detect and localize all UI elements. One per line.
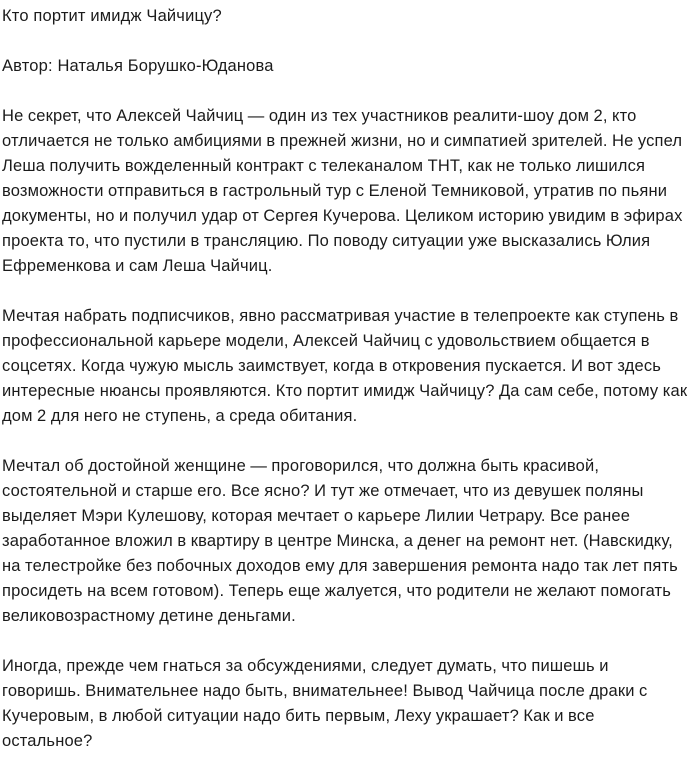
article-body — [2, 104, 689, 754]
article-paragraph: Не секрет, что Алексей Чайчиц — один из тех участников реалити-шоу дом 2, кто отличается не только амбициями в прежней жизни, но и симпатией зрителей. Не успел Леша получить вожделенный контракт с телеканалом ТНТ, как не только лишился возможности отправиться в гастрольный тур с Еленой Темниковой, утратив по пьяни документы, но и получил удар от Сергея Кучерова. Целиком историю увидим в эфирах проекта то, что пустили в трансляцию. По поводу ситуации уже высказались Юлия Ефременкова и сам Леша Чайчиц. — [2, 107, 683, 275]
article-paragraph: Мечтал об достойной женщине — проговорился, что должна быть красивой, состоятельной и старше его. Все ясно? И тут же отмечает, что из девушек поляны выделяет Мэри Кулешову, которая мечтает о карьере Лилии Четрару. Все ранее заработанное вложил в квартиру в центре Минска, а денег на ремонт нет. (Навскидку, на телестройке без побочных доходов ему для завершения ремонта надо так лет пять просидеть на всем готовом). Теперь еще жалуется, что родители не желают помогать великовозрастному детине деньгами. — [2, 457, 678, 625]
page-title: Кто портит имидж Чайчицу? — [2, 7, 222, 25]
article-paragraph: Иногда, прежде чем гнаться за обсуждениями, следует думать, что пишешь и говоришь. Внимательнее надо быть, внимательнее! Вывод Чайчица после драки с Кучеровым, в любой ситуации надо бить первым, Леху украшает? Как и все остальное? — [2, 657, 648, 750]
article-paragraph: Мечтая набрать подписчиков, явно рассматривая участие в телепроекте как ступень в профессиональной карьере модели, Алексей Чайчиц с удовольствием общается в соцсетях. Когда чужую мысль заимствует, когда в откровения пускается. И вот здесь интересные нюансы проявляются. Кто портит имидж Чайчицу? Да сам себе, потому как дом 2 для него не ступень, а среда обитания. — [2, 307, 688, 425]
article-byline: Автор: Наталья Борушко-Юданова — [2, 57, 274, 75]
